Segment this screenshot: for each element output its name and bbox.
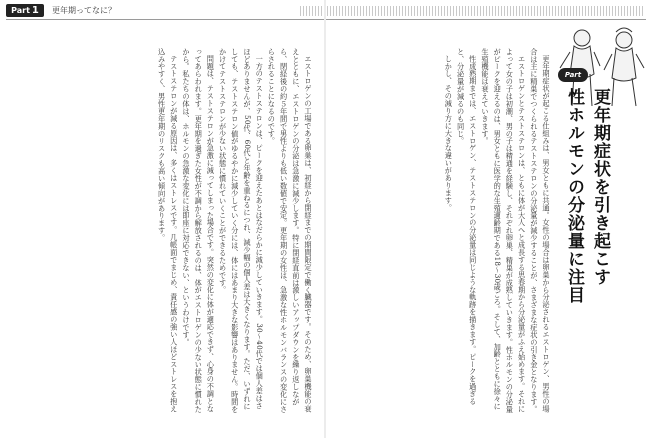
left-page-body <box>44 48 314 416</box>
paragraph: 一方のテストステロンは、ピークを迎えたあとはなだらかに減少していきます。30〜40代では個人差はさほどありませんが、50代、60代と年齢を重ねるにつれ、減少幅の個人差は大きくなります。ただ、いずれにしても、テストステロン値がゆるやかに減少していく分には、体にはあまり大きな影響はありません。時間をかけてテストステロンが少ない状態に慣れていくことができるためです。 <box>218 48 265 414</box>
paragraph: 性成熟期までは、エストロゲン、テストステロンの分泌量は同じような軌跡を描きます。ピークを過ぎると、分泌量が減るのも同じ。 <box>456 48 478 406</box>
paragraph: 更年期症状が起こる仕組みは、男女ともに共通。女性の場合は卵巣から分泌されるエストロゲン、男性の場合は主に精巣でつくられるテストステロンの分泌量が減少することが、さまざまな症状の引き金となります。 <box>529 48 551 414</box>
page-gutter <box>324 0 326 438</box>
paragraph: テストステロンが減る原因は、多くはストレスです。几帳面でまじめ、責任感の強い人ほどストレスを抱え込みやすく、男性更年期のリスクも高い傾向があります。 <box>157 48 179 413</box>
right-page-body <box>382 48 552 416</box>
section-title: 更年期ってなに？ <box>52 6 116 15</box>
part-tab <box>6 4 44 17</box>
part-tab-number: 1 <box>31 5 39 16</box>
paragraph: エストロゲンの工場である卵巣は、初経から閉経までの期間限定で働く臓器です。そのため、卵巣機能の衰えとともに、エストロゲンの分泌は急激に減少します。特に閉経直前は激しいアップダウンを繰り返しながら、閉経後の約５年間で男性よりも低い数値で安定。更年期の女性は、急激な性ホルモンバランスの変化にさらされることになるのです。 <box>267 48 313 414</box>
part-tab-label: Part <box>11 6 30 15</box>
chapter-part-badge: Part <box>558 68 588 82</box>
chapter-title-line-2: 性ホルモンの分泌量に注目 <box>564 88 584 304</box>
paragraph: しかし、その減り方に大きな違いがあります。 <box>444 55 454 212</box>
chapter-title-line-1: 更年期症状を引き起こす <box>590 88 610 286</box>
header-pattern <box>300 6 644 16</box>
paragraph: 問題は、テストステロンが急激に減ってしまった場合です。突然の変化に体が適応できず、心身の不調となってあらわれます。更年期を過ぎた女性が不調から解放されるのは、体がエストロゲンの少ない状態に慣れたから。私たちの体は、ホルモンの急激な変化には即座に対応できない、というわけです。 <box>181 48 216 414</box>
header-rule <box>6 19 646 20</box>
paragraph: エストロゲンとテストステロンは、ともに体が大人へと成長する思春期から分泌量がふえ始めます。それによって女の子は初潮、男の子は精通を経験し、それぞれ卵巣、精巣が成熟していきます。性ホルモンの分泌量がピークを迎えるのは、男女ともに医学的な生殖適齢期である18〜30歳ごろ。そして、加齢とともに徐々に生殖機能は衰えていきます。 <box>480 48 527 414</box>
